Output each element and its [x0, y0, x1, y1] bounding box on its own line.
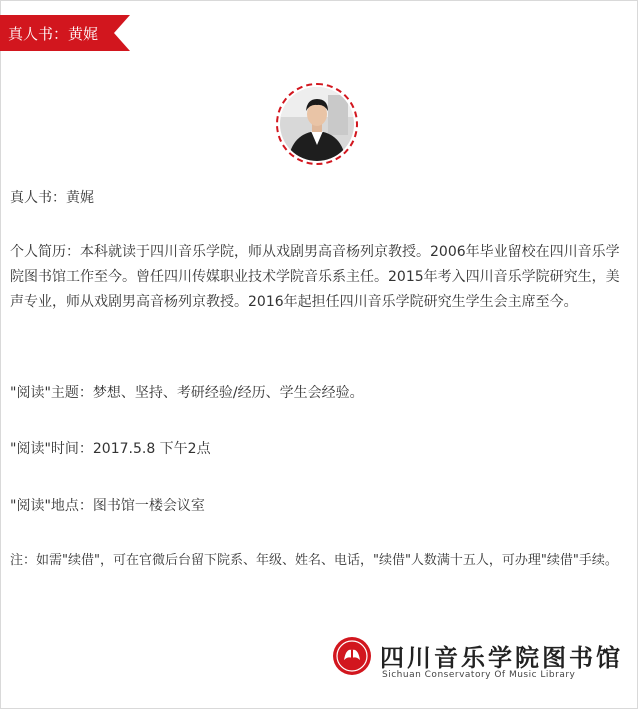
reading-time: "阅读"时间：2017.5.8 下午2点: [10, 441, 211, 457]
author-avatar: [276, 83, 358, 165]
reading-theme: "阅读"主题：梦想、坚持、考研经验/经历、学生会经验。: [10, 385, 364, 401]
library-emblem-icon: [332, 636, 372, 676]
library-logo: [332, 636, 622, 686]
library-name-cn: 四川音乐学院图书馆: [380, 643, 623, 672]
author-name: 真人书：黄娓: [10, 190, 94, 206]
library-name-en: Sichuan Conservatory Of Music Library: [382, 670, 576, 680]
title-ribbon: [0, 15, 130, 51]
reading-place: "阅读"地点：图书馆一楼会议室: [10, 498, 205, 514]
author-photo: [280, 87, 354, 161]
author-bio: 个人简历：本科就读于四川音乐学院，师从戏剧男高音杨列京教授。2006年毕业留校在四川音乐学院图书馆工作至今。曾任四川传媒职业技术学院音乐系主任。2015年考入四川音乐学院研究生，美声专业，师从戏剧男高音杨列京教授。2016年起担任四川音乐学院研究生学生会主席至今。: [10, 244, 620, 310]
ribbon-label: 真人书：黄娓: [8, 25, 99, 43]
renewal-note: 注：如需"续借"，可在官微后台留下院系、年级、姓名、电话，"续借"人数满十五人，可办理"续借"手续。: [10, 553, 618, 568]
